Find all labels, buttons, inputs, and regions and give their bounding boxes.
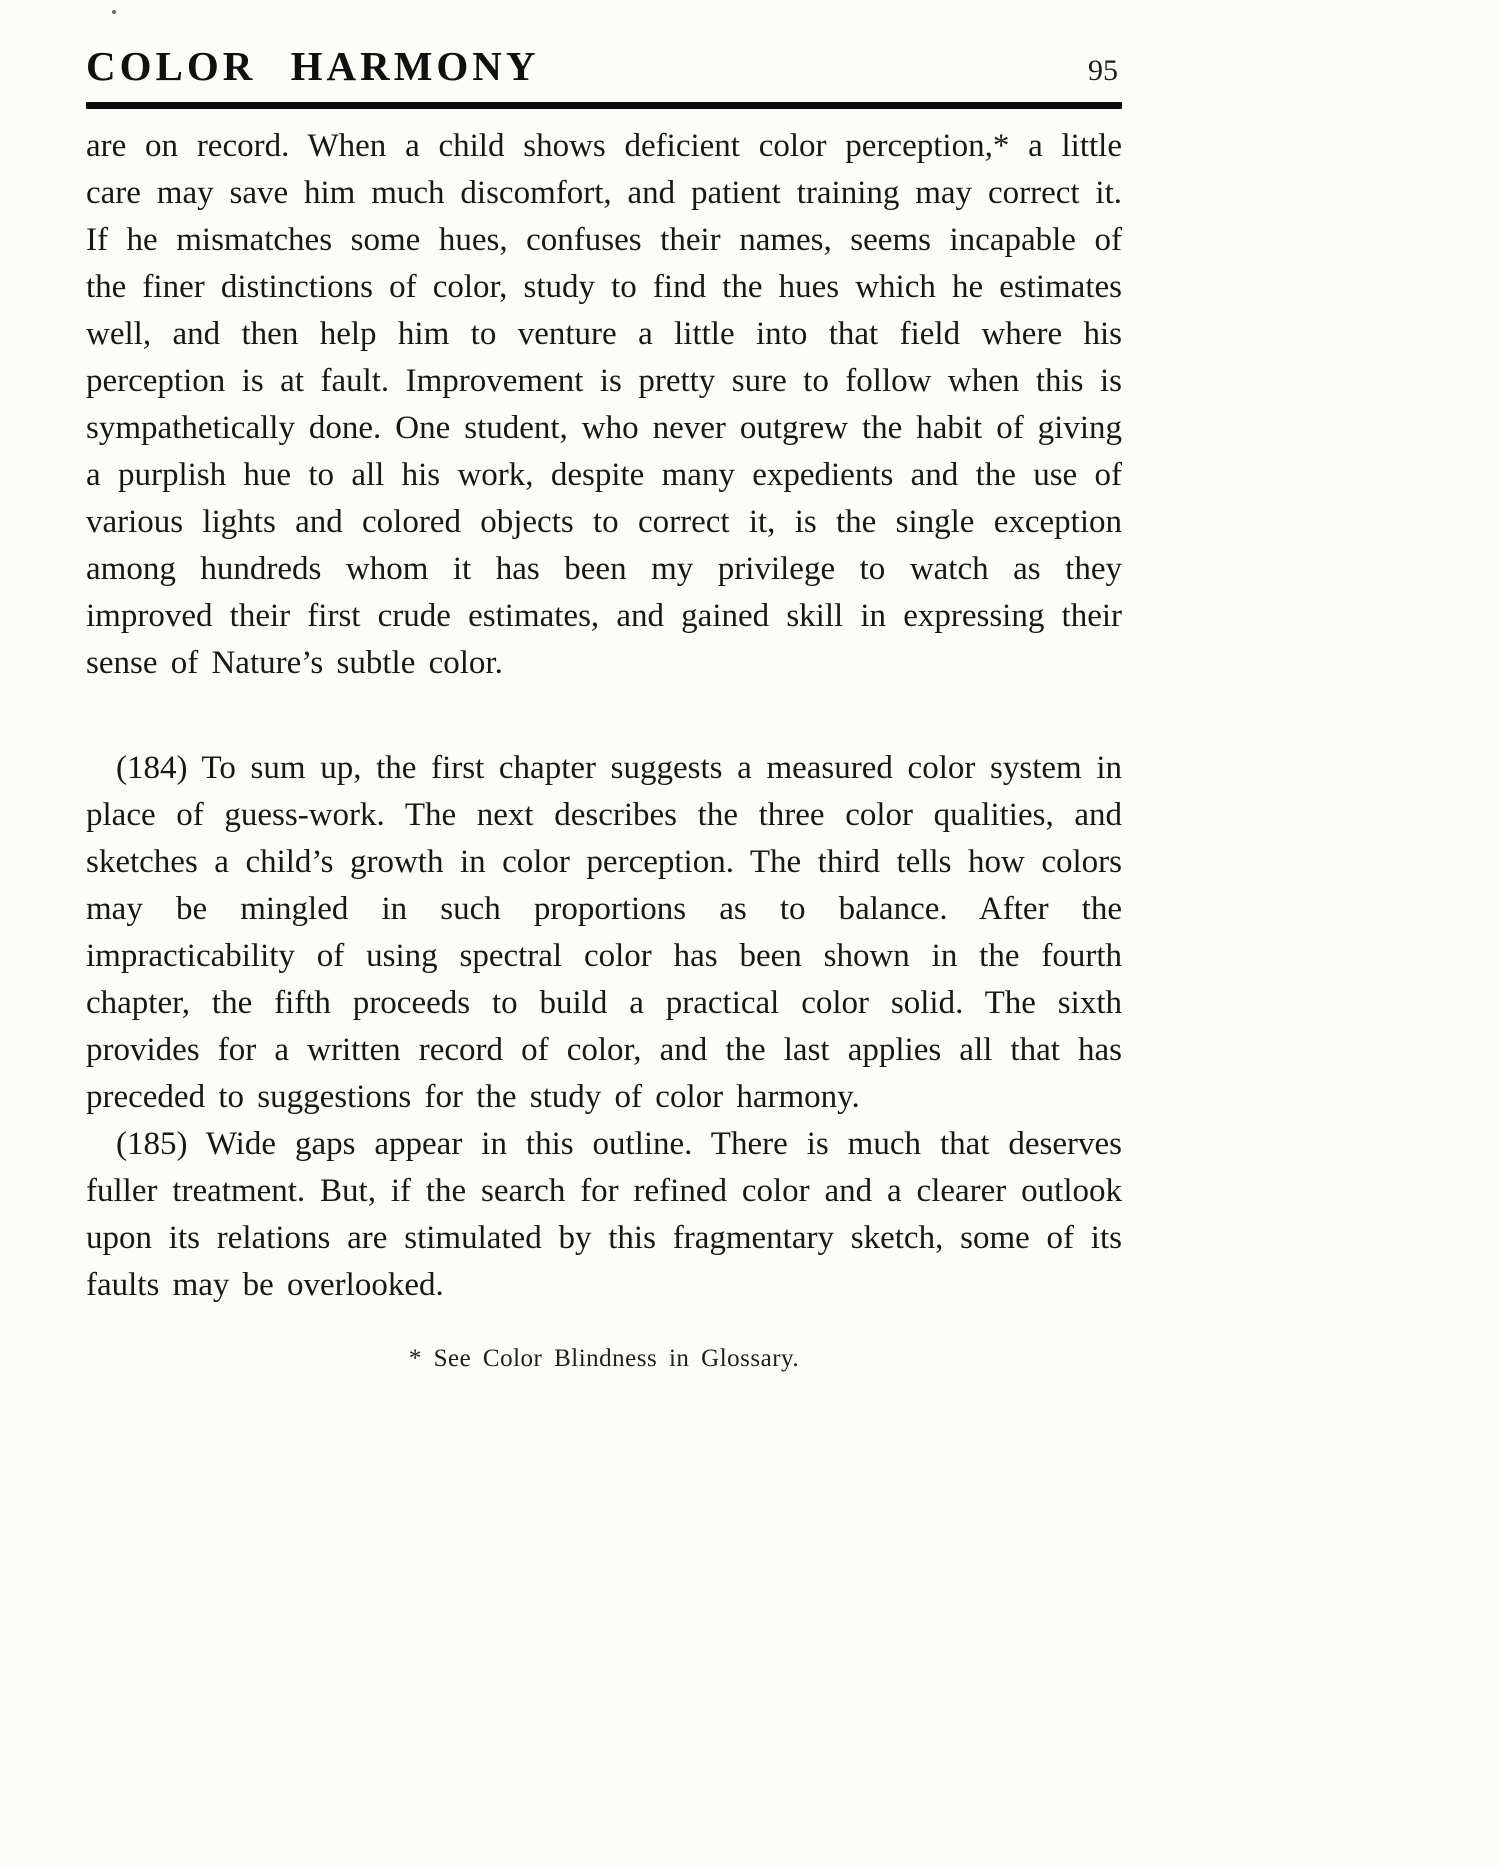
body-text xyxy=(86,123,1122,1382)
header-rule xyxy=(86,102,1122,109)
scan-artifact-speck xyxy=(112,10,116,14)
text-column xyxy=(86,42,1122,1382)
running-title: COLOR HARMONY xyxy=(86,43,540,89)
footnote-color-blindness: * See Color Blindness in Glossary. xyxy=(408,1345,800,1372)
paragraph-185: (185) Wide gaps appear in this outline. There is much that deserves fuller treatment. But, if the search for refined color and a clearer outlook upon its relations are stimulated by this fragmentary sketch, some of its faults may be overlooked. xyxy=(86,1126,1122,1303)
paragraph-184: (184) To sum up, the first chapter suggests a measured color system in place of guess-work. The next describes the three color qualities, and sketches a child’s growth in color perception. The third tells how colors may be mingled in such proportions as to balance. After the impracticability of using spectral color has been shown in the fourth chapter, the fifth proceeds to build a practical color solid. The sixth provides for a written record of color, and the last applies all that has preceded to suggestions for the study of color harmony. xyxy=(86,750,1122,1115)
page-number: 95 xyxy=(1088,54,1118,87)
page-header xyxy=(86,42,1122,90)
paragraph-continuation: are on record. When a child shows deficient color perception,* a little care may save him much discomfort, and patient training may correct it. If he mismatches some hues, confuses their names, seems incapable of the finer distinctions of color, study to find the hues which he estimates well, and then help him to venture a little into that field where his perception is at fault. Improvement is pretty sure to follow when this is sympathetically done. One student, who never outgrew the habit of giving a purplish hue to all his work, despite many expedients and the use of various lights and colored objects to correct it, is the single exception among hundreds whom it has been my privilege to watch as they improved their first crude estimates, and gained skill in expressing their sense of Nature’s subtle color. xyxy=(86,128,1122,681)
